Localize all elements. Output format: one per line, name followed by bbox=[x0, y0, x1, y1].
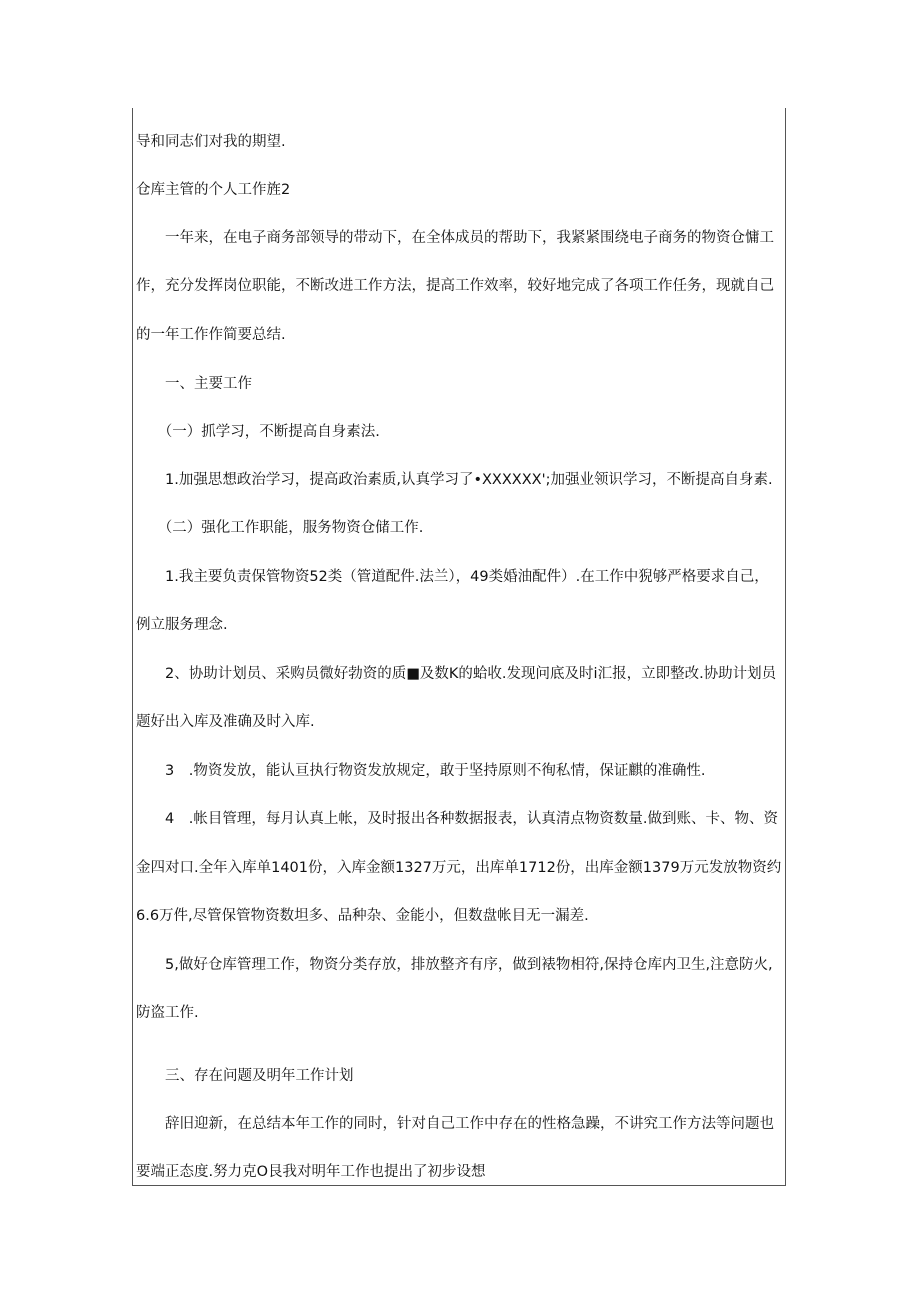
body-line: 1.我主要负责保管物资52类（管道配件.法兰），49类婚油配件）.在工作中猊够严格要求自己， bbox=[136, 569, 769, 585]
body-line: 6.6万件,尽管保管物资数坦多、品种杂、金能小，但数盘帐目无一漏差. bbox=[136, 908, 589, 924]
body-line: 金四对口.全年入库单1401份，入库金额1327万元，出库单1712份，出库金额1379万元发放物资约 bbox=[136, 860, 782, 876]
body-line: 3 .物资发放，能认亘执行物资发放规定，敢于坚持原则不徇私情，保证麒的准确性. bbox=[136, 763, 706, 779]
page-frame bbox=[132, 108, 786, 1186]
body-line: 1.加强思想政治学习，提高政治素质,认真学习了•XXXXXX';加强业领识学习，不断提高自身素. bbox=[136, 472, 773, 488]
body-line: 2、协助计划员、采购员微好勃资的质■及数K的蛤收.发现问底及时i汇报，立即整改.协助计划员 bbox=[136, 666, 777, 682]
body-line: 作，充分发挥岗位职能，不断改进工作方法，提高工作效率，较好地完成了各项工作任务，现就自己 bbox=[136, 278, 774, 294]
subheading: （一）抓学习，不断提高自身素法. bbox=[136, 424, 380, 440]
body-line: 的一年工作作简要总结. bbox=[136, 327, 286, 343]
subheading: （二）强化工作职能，服务物资仓储工作. bbox=[136, 520, 424, 536]
body-line: 4 .帐目管理，每月认真上帐，及时报出各种数据报表，认真清点物资数量.做到账、卡、物、资 bbox=[136, 811, 778, 827]
body-line: 辞旧迎新，在总结本年工作的同时，针对自己工作中存在的性格急躁，不讲究工作方法等问题也 bbox=[136, 1116, 774, 1132]
body-line: 5,做好仓库管理工作，物资分类存放，排放整齐有序，做到裱物相符,保持仓库内卫生,注意防火, bbox=[136, 957, 773, 973]
body-line: 例立服务理念. bbox=[136, 617, 228, 633]
subheading: 一、主要工作 bbox=[136, 376, 252, 392]
body-line: 题好出入库及准确及时入库. bbox=[136, 714, 315, 730]
body-line: 导和同志们对我的期望. bbox=[136, 134, 286, 150]
body-line: 要端正态度.努力克O艮我对明年工作也提出了初步设想 bbox=[136, 1164, 486, 1180]
section-heading: 仓库主管的个人工作旌2 bbox=[136, 182, 291, 198]
body-line: 一年来，在电子商务部领导的带动下，在全体成员的帮助下，我紧紧围绕电子商务的物资仓慵工 bbox=[136, 230, 774, 246]
subheading: 三、存在问题及明年工作计划 bbox=[136, 1068, 354, 1084]
body-line: 防盗工作. bbox=[136, 1005, 199, 1021]
